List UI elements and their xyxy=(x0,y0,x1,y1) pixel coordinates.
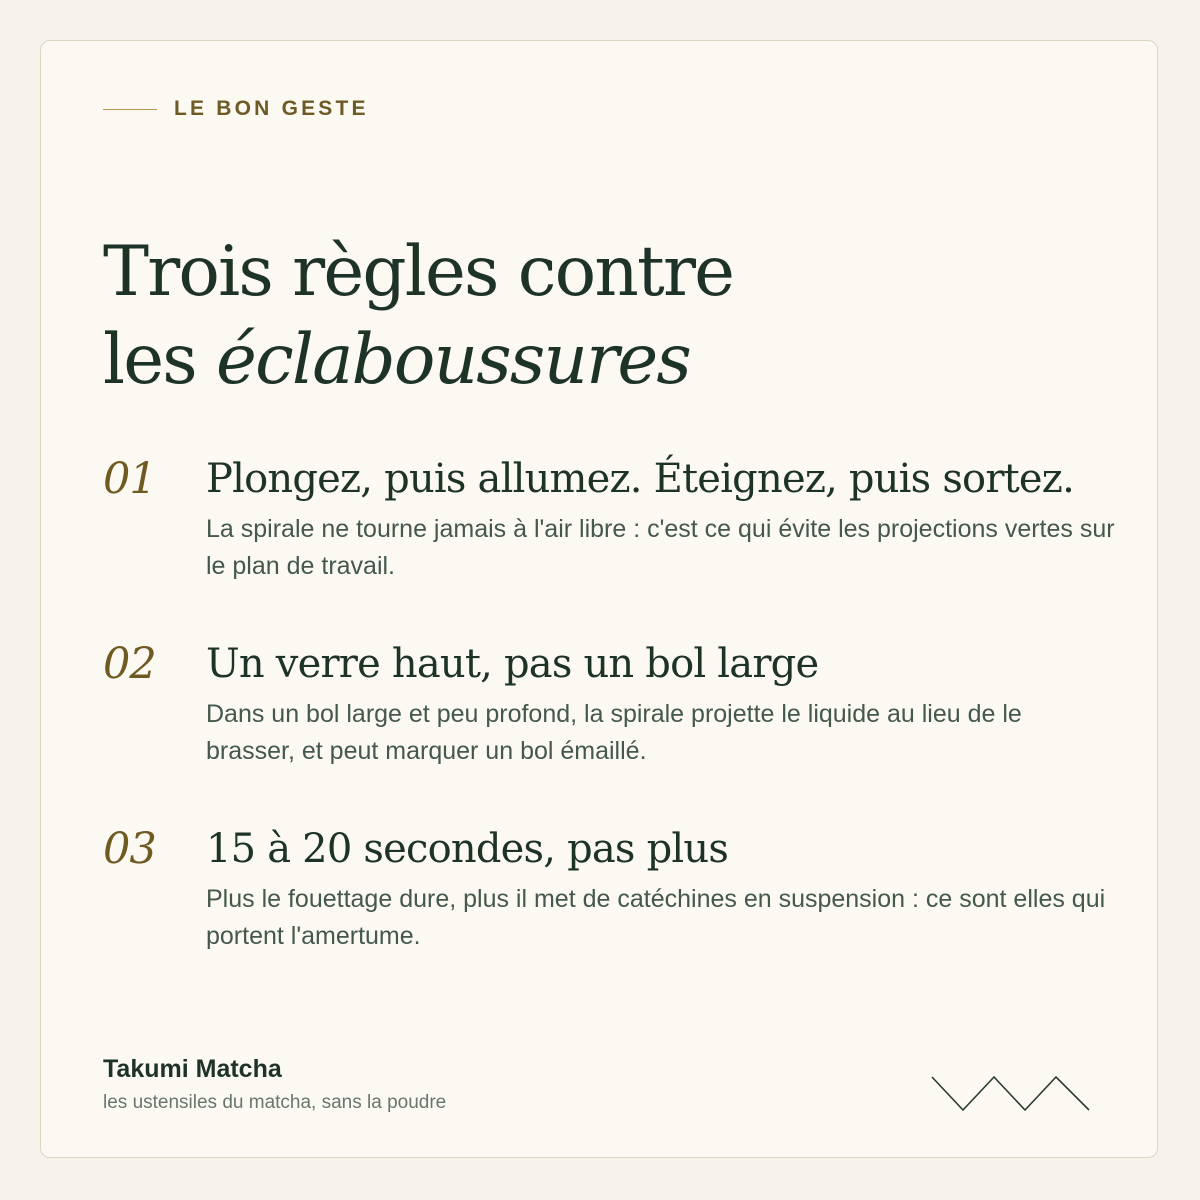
headline-line-2 xyxy=(103,316,733,404)
rule-body: Dans un bol large et peu profond, la spirale projette le liquide au lieu de le brasser, et peut marquer un bol émaillé. xyxy=(206,700,1022,765)
rule-title: 15 à 20 secondes, pas plus xyxy=(206,826,729,872)
eyebrow xyxy=(103,97,369,121)
rule-title: Plongez, puis allumez. Éteignez, puis sortez. xyxy=(206,456,1074,502)
rule-number: 01 xyxy=(103,454,156,504)
rule-body: Plus le fouettage dure, plus il met de catéchines en suspension : ce sont elles qui portent l'amertume. xyxy=(206,885,1106,950)
headline-line-2-prefix: les xyxy=(103,320,217,400)
headline xyxy=(103,228,733,404)
brand-tagline: les ustensiles du matcha, sans la poudre xyxy=(103,1092,447,1113)
rule-body: La spirale ne tourne jamais à l'air libre : c'est ce qui évite les projections vertes sur le plan de travail. xyxy=(206,515,1115,580)
eyebrow-rule xyxy=(103,109,157,110)
brand-footer xyxy=(103,1053,446,1118)
rule-number: 03 xyxy=(103,824,156,874)
headline-line-1: Trois règles contre xyxy=(103,232,734,312)
card xyxy=(40,40,1158,1158)
zigzag-wave-icon xyxy=(931,1074,1091,1114)
rule-title: Un verre haut, pas un bol large xyxy=(206,641,819,687)
eyebrow-label: LE BON GESTE xyxy=(174,97,369,120)
rule-number: 02 xyxy=(103,639,156,689)
headline-emphasis: éclaboussures xyxy=(216,320,690,400)
brand-name: Takumi Matcha xyxy=(103,1055,282,1083)
